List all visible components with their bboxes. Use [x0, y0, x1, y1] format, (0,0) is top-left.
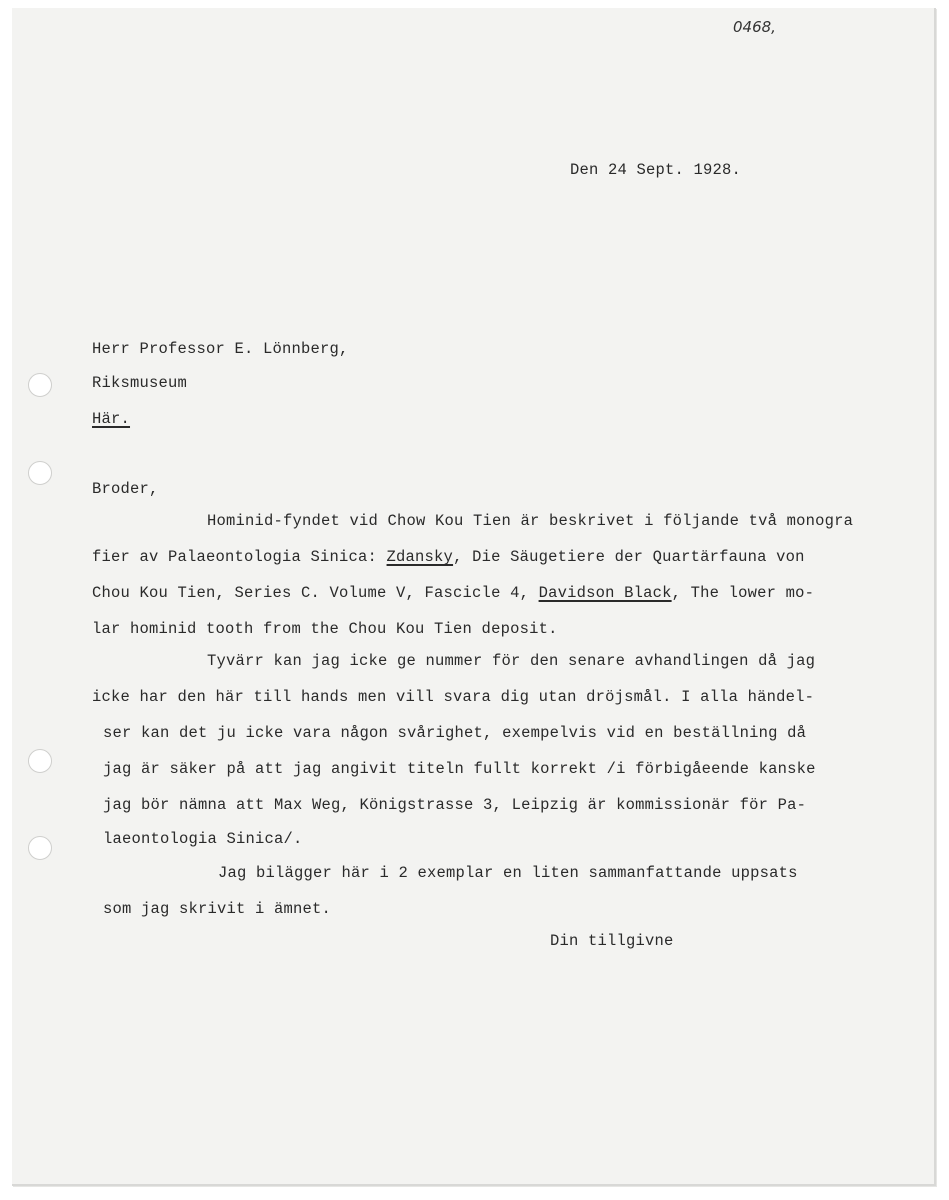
- punch-hole: [28, 373, 52, 397]
- recipient-institution: Riksmuseum: [92, 374, 188, 392]
- letter-date: Den 24 Sept. 1928.: [570, 161, 742, 179]
- paragraph1-text: Chou Kou Tien, Series C. Volume V, Fascicle 4,: [92, 584, 539, 602]
- paragraph3-line: Jag bilägger här i 2 exemplar en liten sammanfattande uppsats: [218, 864, 798, 882]
- archive-number: 0468,: [733, 18, 776, 36]
- paragraph2-line: ser kan det ju icke vara någon svårighet, exempelvis vid en beställning då: [103, 724, 807, 742]
- paragraph1-line: [92, 584, 814, 602]
- paragraph2-line: laeontologia Sinica/.: [103, 830, 303, 848]
- recipient-name: Herr Professor E. Lönnberg,: [92, 340, 349, 358]
- paragraph2-line: icke har den här till hands men vill svara dig utan dröjsmål. I alla händel-: [92, 688, 815, 706]
- paragraph1-line: [92, 548, 805, 566]
- punch-hole: [28, 749, 52, 773]
- author-zdansky: Zdansky: [386, 548, 454, 566]
- paragraph1-line: lar hominid tooth from the Chou Kou Tien deposit.: [92, 620, 558, 638]
- recipient-location: Här.: [92, 410, 131, 428]
- paragraph1-line: Hominid-fyndet vid Chow Kou Tien är beskrivet i följande två monogra: [207, 512, 854, 530]
- punch-hole: [28, 461, 52, 485]
- paragraph2-line: jag bör nämna att Max Weg, Königstrasse 3, Leipzig är kommissionär för Pa-: [103, 796, 807, 814]
- closing: Din tillgivne: [550, 932, 674, 950]
- paragraph2-line: jag är säker på att jag angivit titeln fullt korrekt /i förbigåeende kanske: [103, 760, 816, 778]
- paragraph1-text: fier av Palaeontologia Sinica:: [92, 548, 387, 566]
- punch-hole: [28, 836, 52, 860]
- salutation: Broder,: [92, 480, 159, 498]
- paragraph1-text: , The lower mo-: [671, 584, 815, 602]
- paragraph1-text: , Die Säugetiere der Quartärfauna von: [453, 548, 805, 566]
- paragraph2-line: Tyvärr kan jag icke ge nummer för den senare avhandlingen då jag: [207, 652, 816, 670]
- paragraph3-line: som jag skrivit i ämnet.: [103, 900, 332, 918]
- author-davidson-black: Davidson Black: [538, 584, 672, 602]
